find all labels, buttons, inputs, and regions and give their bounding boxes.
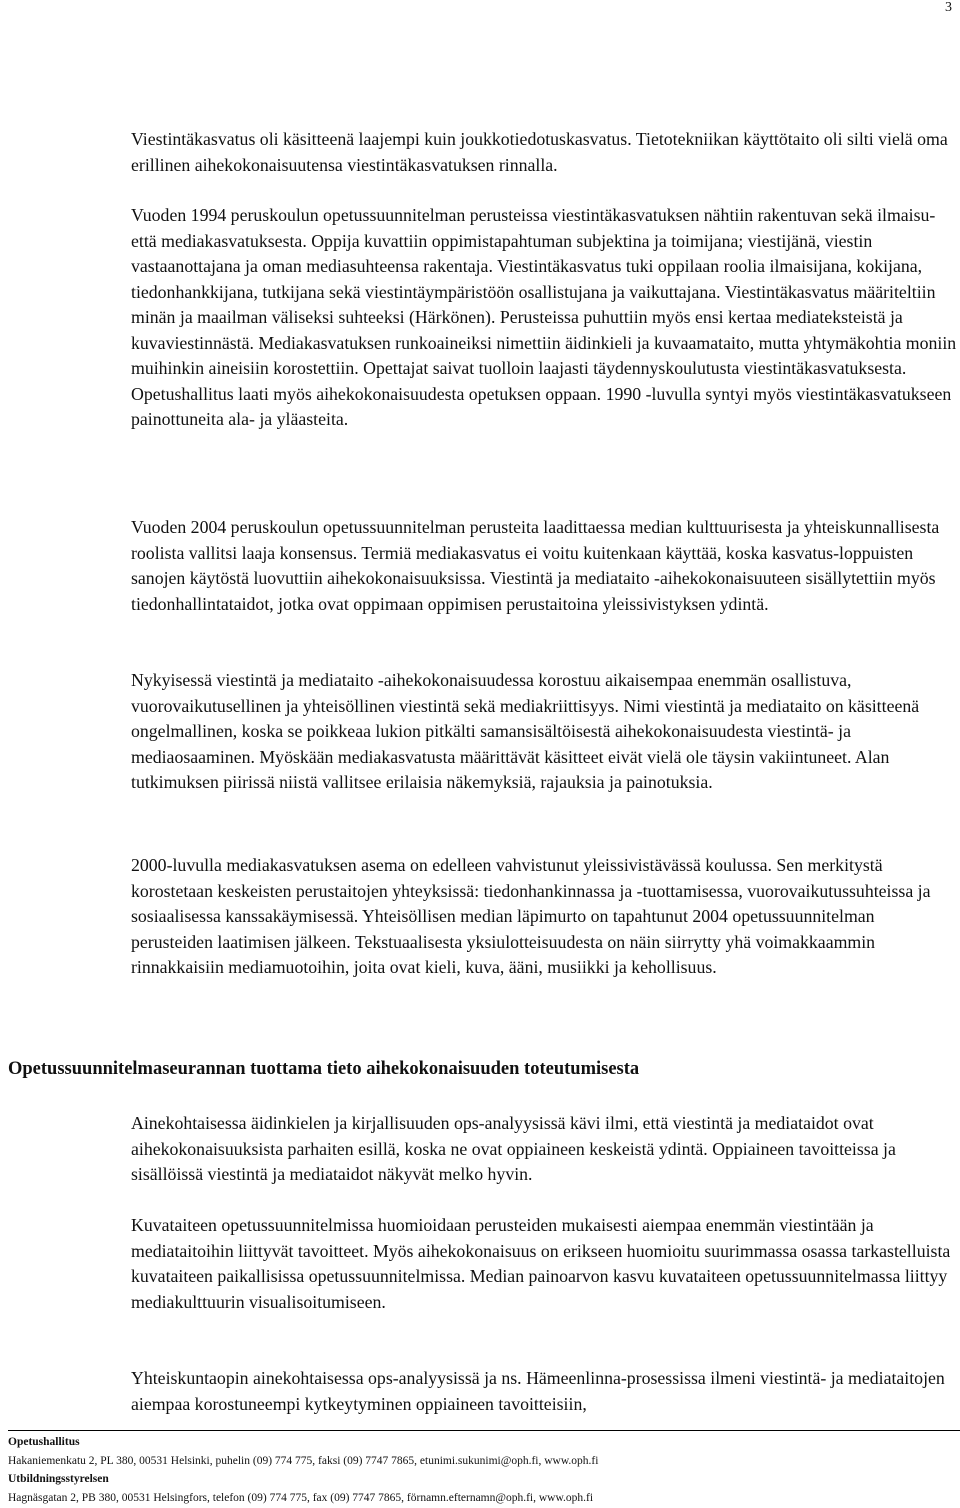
footer-org-fi: Opetushallitus bbox=[8, 1436, 80, 1448]
paragraph-kuvataide bbox=[131, 1213, 958, 1315]
paragraph-text: Nykyisessä viestintä ja mediataito -aihekokonaisuudessa korostuu aikaisempaa enemmän osallistuva, vuorovaikutusellinen ja yhteisöllinen viestintä sekä mediakriittisyys. Nimi viestintä ja mediataito on käsitteenä ongelmallinen, koska se poikkeaa lukion pitkälti samansisältöisestä aihekokonaisuudesta viestintä- ja mediaosaaminen. Myöskään mediakasvatusta määrittävät käsitteet eivät vielä ole täysin vakiintuneet. Alan tutkimuksen piirissä niistä vallitsee erilaisia näkemyksiä, rajauksia ja painotuksia. bbox=[131, 670, 920, 792]
footer-address-sv: Hagnäsgatan 2, PB 380, 00531 Helsingfors, telefon (09) 774 775, fax (09) 7747 7865, förnamn.efternamn@oph.fi, www.oph.fi bbox=[8, 1491, 594, 1504]
paragraph-yhteiskuntaoppi bbox=[131, 1366, 958, 1417]
footer-org-sv: Utbildningsstyrelsen bbox=[8, 1473, 109, 1486]
paragraph-1994-perusteet bbox=[131, 203, 958, 433]
paragraph-text: Vuoden 1994 peruskoulun opetussuunnitelman perusteissa viestintäkasvatuksen nähtiin rakentuvan sekä ilmaisu- että mediakasvatuksesta. Oppija kuvattiin oppimistapahtuman subjektina ja toimijana; viestijänä, viestin vastaanottajana ja oman mediasuhteensa rakentaja. Viestintäkasvatus tuki oppilaan roolia ilmaisijana, kokijana, tiedonhankkijana, tutkijana sekä viestintäympäristöön osallistujana ja vaikuttajana. Viestintäkasvatus määriteltiin minän ja maailman väliseksi suhteeksi (Härkönen). Perusteissa puhuttiin myös ensi kertaa mediateksteistä ja kuvaviestinnästä. Mediakasvatuksen runkoaineiksi nimettiin äidinkieli ja kuvaamataito, mutta yhtymäkohtia moniin muihinkin aineisiin korostettiin. Opettajat saivat tuolloin laajasti täydennyskoulutusta viestintäkasvatuksesta. Opetushallitus laati myös aihekokonaisuudesta opetuksen oppaan. 1990 -luvulla syntyi myös viestintäkasvatukseen painottuneita ala- ja yläasteita. bbox=[131, 205, 957, 429]
paragraph-viestintakasvatus bbox=[131, 127, 958, 178]
page-number: 3 bbox=[945, 0, 952, 15]
page-footer bbox=[8, 1430, 960, 1507]
footer-address-fi: Hakaniemenkatu 2, PL 380, 00531 Helsinki, puhelin (09) 774 775, faksi (09) 7747 7865, etunimi.sukunimi@oph.fi, www.oph.fi bbox=[8, 1454, 599, 1467]
paragraph-text: Ainekohtaisessa äidinkielen ja kirjallisuuden ops-analyysissä kävi ilmi, että viestintä ja mediataidot ovat aihekokonaisuuksista parhaiten esillä, koska ne ovat oppiaineen keskeistä ydintä. Oppiaineen tavoitteissa ja sisällöissä viestintä ja mediataidot näkyvät melko hyvin. bbox=[131, 1113, 896, 1184]
paragraph-2004-perusteet bbox=[131, 515, 958, 617]
paragraph-aidinkieli-analyysi bbox=[131, 1111, 958, 1188]
section-heading: Opetussuunnitelmaseurannan tuottama tieto aihekokonaisuuden toteutumisesta bbox=[8, 1059, 640, 1079]
paragraph-text: Vuoden 2004 peruskoulun opetussuunnitelman perusteita laadittaessa median kulttuurisesta ja yhteiskunnallisesta roolista vallitsi laaja konsensus. Termiä mediakasvatus ei voitu kuitenkaan käyttää, koska kasvatus-loppuisten sanojen käytöstä luovuttiin aihekokonaisuuksissa. Viestintä ja mediataito -aihekokonaisuuteen sisällytettiin myös tiedonhallintataidot, jotka ovat oppimaan oppimisen perustaitoina yleissivistyksen ydintä. bbox=[131, 517, 940, 614]
paragraph-text: Kuvataiteen opetussuunnitelmissa huomioidaan perusteiden mukaisesti aiempaa enemmän viestintään ja mediataitoihin liittyvät tavoitteet. Myös aihekokonaisuus on erikseen huomioitu suurimmassa osassa tarkastelluista kuvataiteen paikallisissa opetussuunnitelmissa. Median painoarvon kasvu kuvataiteen opetussuunnitelmassa liittyy mediakulttuurin visualisoitumiseen. bbox=[131, 1215, 951, 1312]
paragraph-text: Yhteiskuntaopin ainekohtaisessa ops-analyysissä ja ns. Hämeenlinna-prosessissa ilmeni viestintä- ja mediataitojen aiempaa korostuneempi kytkeytyminen oppiaineen tavoitteisiin, bbox=[131, 1368, 945, 1414]
paragraph-text: Viestintäkasvatus oli käsitteenä laajempi kuin joukkotiedotuskasvatus. Tietotekniikan käyttötaito oli silti vielä oma erillinen aihekokonaisuutensa viestintäkasvatuksen rinnalla. bbox=[131, 129, 948, 175]
paragraph-2000-luku bbox=[131, 853, 958, 981]
paragraph-text: 2000-luvulla mediakasvatuksen asema on edelleen vahvistunut yleissivistävässä koulussa. Sen merkitystä korostetaan keskeisten perustaitojen yhteyksissä: tiedonhankinnassa ja -tuottamisessa, vuorovaikutussuhteissa ja sosiaalisessa kanssakäymisessä. Yhteisöllisen median läpimurto on tapahtunut 2004 opetussuunnitelman perusteiden laatimisen jälkeen. Tekstuaalisesta yksiulotteisuudesta on näin siirrytty yhä voimakkaammin rinnakkaisiin mediamuotoihin, joita ovat kieli, kuva, ääni, musiikki ja kehollisuus. bbox=[131, 855, 931, 977]
paragraph-nykyinen-aihekokonaisuus bbox=[131, 668, 958, 796]
